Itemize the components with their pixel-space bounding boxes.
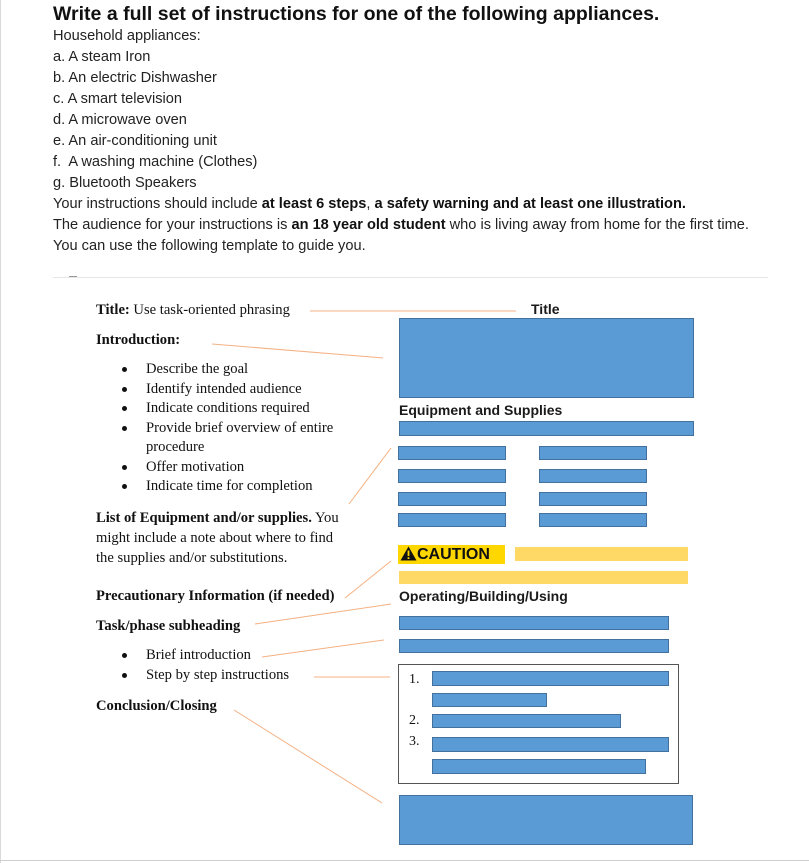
mock-equipment-label: Equipment and Supplies — [399, 402, 563, 418]
requirements-text: Your instructions should include at least 6 steps, a safety warning and at least one illustration. — [53, 196, 686, 212]
mock-step-bar — [432, 714, 621, 728]
list-item: Brief introduction — [146, 646, 346, 666]
list-item: Offer motivation — [146, 458, 361, 478]
connector-introduction — [212, 344, 383, 358]
mock-supply-item — [398, 492, 506, 506]
mock-supply-item — [539, 513, 647, 527]
task-bullet-list — [146, 646, 346, 685]
mock-task-bar — [399, 639, 669, 653]
list-item: Indicate conditions required — [146, 399, 361, 419]
mock-step-bar — [432, 671, 669, 686]
caution-bar — [515, 547, 688, 561]
mock-conclusion-block — [399, 795, 693, 845]
appliance-item: g. Bluetooth Speakers — [53, 175, 197, 191]
mock-introduction-block — [399, 318, 694, 398]
mock-supply-item — [539, 492, 647, 506]
template-title: Title: Use task-oriented phrasing — [96, 302, 290, 318]
step-number: 2. — [409, 713, 420, 728]
warning-icon — [400, 546, 417, 561]
template-introduction: Introduction: — [96, 332, 181, 348]
caution-bar — [399, 571, 688, 584]
assignment-heading: Write a full set of instructions for one of the following appliances. — [53, 3, 660, 25]
template-task-subheading: Task/phase subheading — [96, 618, 241, 634]
mock-step-bar — [432, 693, 547, 707]
mock-supply-item — [398, 513, 506, 527]
appliance-item: e. An air-conditioning unit — [53, 133, 217, 149]
list-item: Indicate time for completion — [146, 477, 361, 497]
audience-text: The audience for your instructions is an 18 year old student who is living away from home for the first time. — [53, 217, 749, 233]
list-item: Identify intended audience — [146, 380, 361, 400]
mock-task-bar — [399, 616, 669, 630]
template-conclusion: Conclusion/Closing — [96, 698, 217, 714]
mock-equipment-bar — [399, 421, 694, 436]
step-number: 3. — [409, 734, 420, 749]
template-note: You can use the following template to guide you. — [53, 238, 366, 254]
appliance-item: c. A smart television — [53, 91, 182, 107]
caution-badge: CAUTION — [398, 545, 505, 564]
list-item: Describe the goal — [146, 360, 361, 380]
list-item: Step by step instructions — [146, 666, 346, 686]
step-number: 1. — [409, 672, 420, 687]
connector-conclusion — [234, 710, 382, 803]
appliance-item: d. A microwave oven — [53, 112, 187, 128]
mock-supply-item — [398, 446, 506, 460]
mock-supply-item — [539, 469, 647, 483]
appliance-item: a. A steam Iron — [53, 49, 151, 65]
page-bottom-border — [0, 860, 809, 861]
appliance-item: b. An electric Dishwasher — [53, 70, 217, 86]
mock-operating-label: Operating/Building/Using — [399, 588, 568, 604]
connector-task — [255, 604, 391, 624]
template-precaution: Precautionary Information (if needed) — [96, 588, 335, 604]
mock-step-bar — [432, 759, 646, 774]
mock-supply-item — [539, 446, 647, 460]
mock-supply-item — [398, 469, 506, 483]
appliance-list-title: Household appliances: — [53, 28, 201, 44]
mock-step-bar — [432, 737, 669, 752]
mock-title-label: Title — [531, 301, 560, 317]
template-equipment: List of Equipment and/or supplies. You might include a note about where to find the supplies and/or substitutions. — [96, 510, 339, 566]
list-item: Provide brief overview of entire procedure — [146, 419, 361, 458]
connector-precaution — [345, 561, 391, 598]
appliance-item: f. A washing machine (Clothes) — [53, 154, 258, 170]
intro-bullet-list — [146, 360, 361, 497]
